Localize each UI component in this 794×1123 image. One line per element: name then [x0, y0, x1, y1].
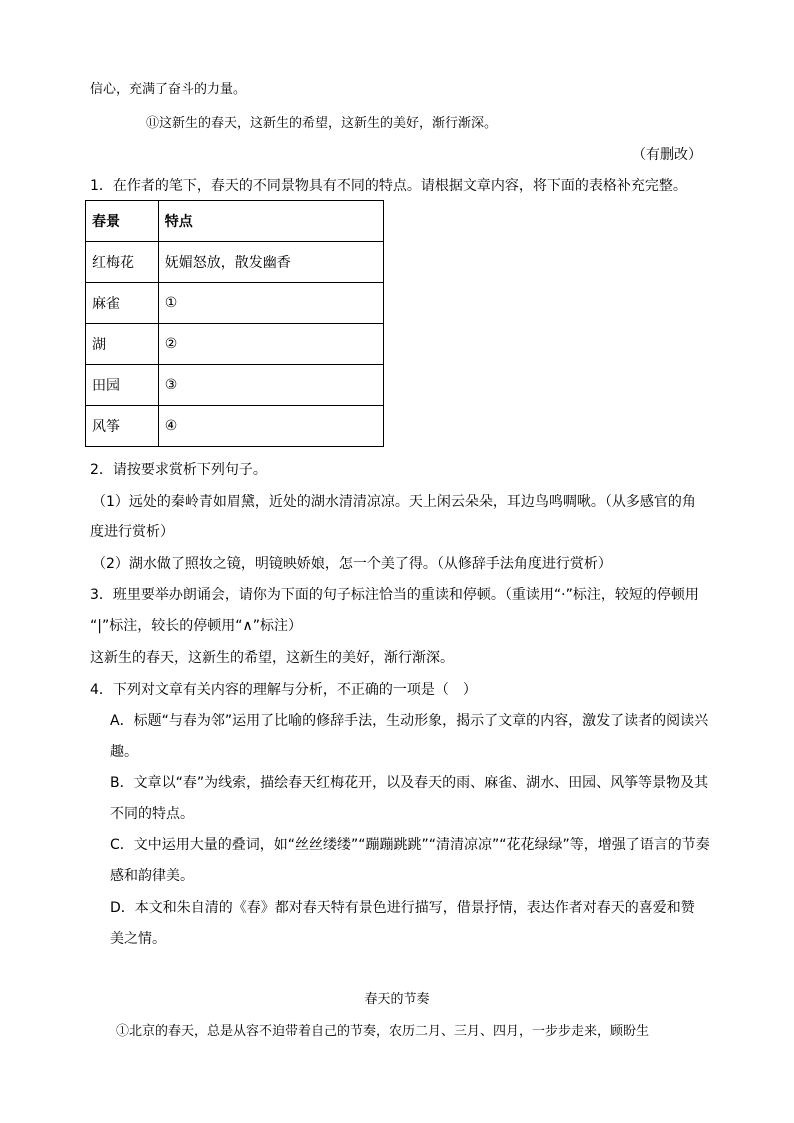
table-row [86, 365, 384, 406]
table-cell-feature: ④ [158, 406, 383, 447]
table-cell-scenery: 田园 [86, 365, 159, 406]
table-row [86, 324, 384, 365]
option-c-line2: 感和韵律美。 [110, 868, 194, 884]
next-passage-title: 春天的节奏 [364, 992, 430, 1007]
option-a-line1: A．标题“与春为邻”运用了比喻的修辞手法，生动形象，揭示了文章的内容，激发了读者的阅读兴 [110, 713, 709, 729]
option-a-line2: 趣。 [110, 744, 138, 760]
table-header-cell: 特点 [158, 201, 383, 242]
passage-end-line2: ⑪这新生的春天，这新生的希望，这新生的美好，渐行渐深。 [146, 116, 498, 131]
question-3-stem-line2: “|”标注，较长的停顿用“∧”标注） [90, 618, 302, 634]
option-d-line2: 美之情。 [110, 931, 166, 947]
passage-end-line1: 信心，充满了奋斗的力量。 [90, 82, 247, 97]
table-row [86, 283, 384, 324]
table-cell-scenery: 红梅花 [86, 242, 159, 283]
question-4-stem: 4．下列对文章有关内容的理解与分析，不正确的一项是（ ） [90, 682, 477, 698]
table-cell-feature: ③ [158, 365, 383, 406]
question-2-stem: 2．请按要求赏析下列句子。 [90, 462, 267, 478]
source-note: （有删改） [632, 147, 702, 163]
question-2-sub2: （2）湖水做了照妆之镜，明镜映娇娘，怎一个美了得。（从修辞手法角度进行赏析） [92, 556, 612, 572]
option-b-line1: B．文章以“春”为线索，描绘春天红梅花开，以及春天的雨、麻雀、湖水、田园、风筝等景物及其 [110, 775, 709, 791]
next-passage-para1: ①北京的春天，总是从容不迫带着自己的节奏，农历二月、三月、四月，一步步走来，顾盼生 [116, 1024, 650, 1039]
option-b-line2: 不同的特点。 [110, 806, 194, 822]
question-1-stem: 1．在作者的笔下，春天的不同景物具有不同的特点。请根据文章内容，将下面的表格补充完整。 [90, 178, 687, 194]
option-d-line1: D．本文和朱自清的《春》都对春天特有景色进行描写，借景抒情，表达作者对春天的喜爱和赞 [110, 900, 695, 916]
table-cell-feature: ① [158, 283, 383, 324]
table-header-row [86, 201, 384, 242]
table-cell-feature: 妩媚怒放，散发幽香 [158, 242, 383, 283]
table-cell-feature: ② [158, 324, 383, 365]
question-2-sub1-line1: （1）远处的秦岭青如眉黛，近处的湖水清清凉凉。天上闲云朵朵，耳边鸟鸣啁啾。（从多感官的角 [92, 494, 696, 510]
table-header-cell: 春景 [86, 201, 159, 242]
table-row [86, 406, 384, 447]
table-cell-scenery: 湖 [86, 324, 159, 365]
question-3-sentence: 这新生的春天，这新生的希望，这新生的美好，渐行渐深。 [90, 650, 454, 666]
question-3-stem-line1: 3．班里要举办朗诵会，请你为下面的句子标注恰当的重读和停顿。（重读用“·”标注，较短的停顿用 [90, 587, 699, 603]
scenery-table [85, 200, 384, 447]
option-c-line1: C．文中运用大量的叠词，如“丝丝缕缕”“蹦蹦跳跳”“清清凉凉”“花花绿绿”等，增强了语言的节奏 [110, 837, 710, 853]
table-cell-scenery: 风筝 [86, 406, 159, 447]
table-cell-scenery: 麻雀 [86, 283, 159, 324]
table-row [86, 242, 384, 283]
question-2-sub1-line2: 度进行赏析） [90, 524, 174, 540]
